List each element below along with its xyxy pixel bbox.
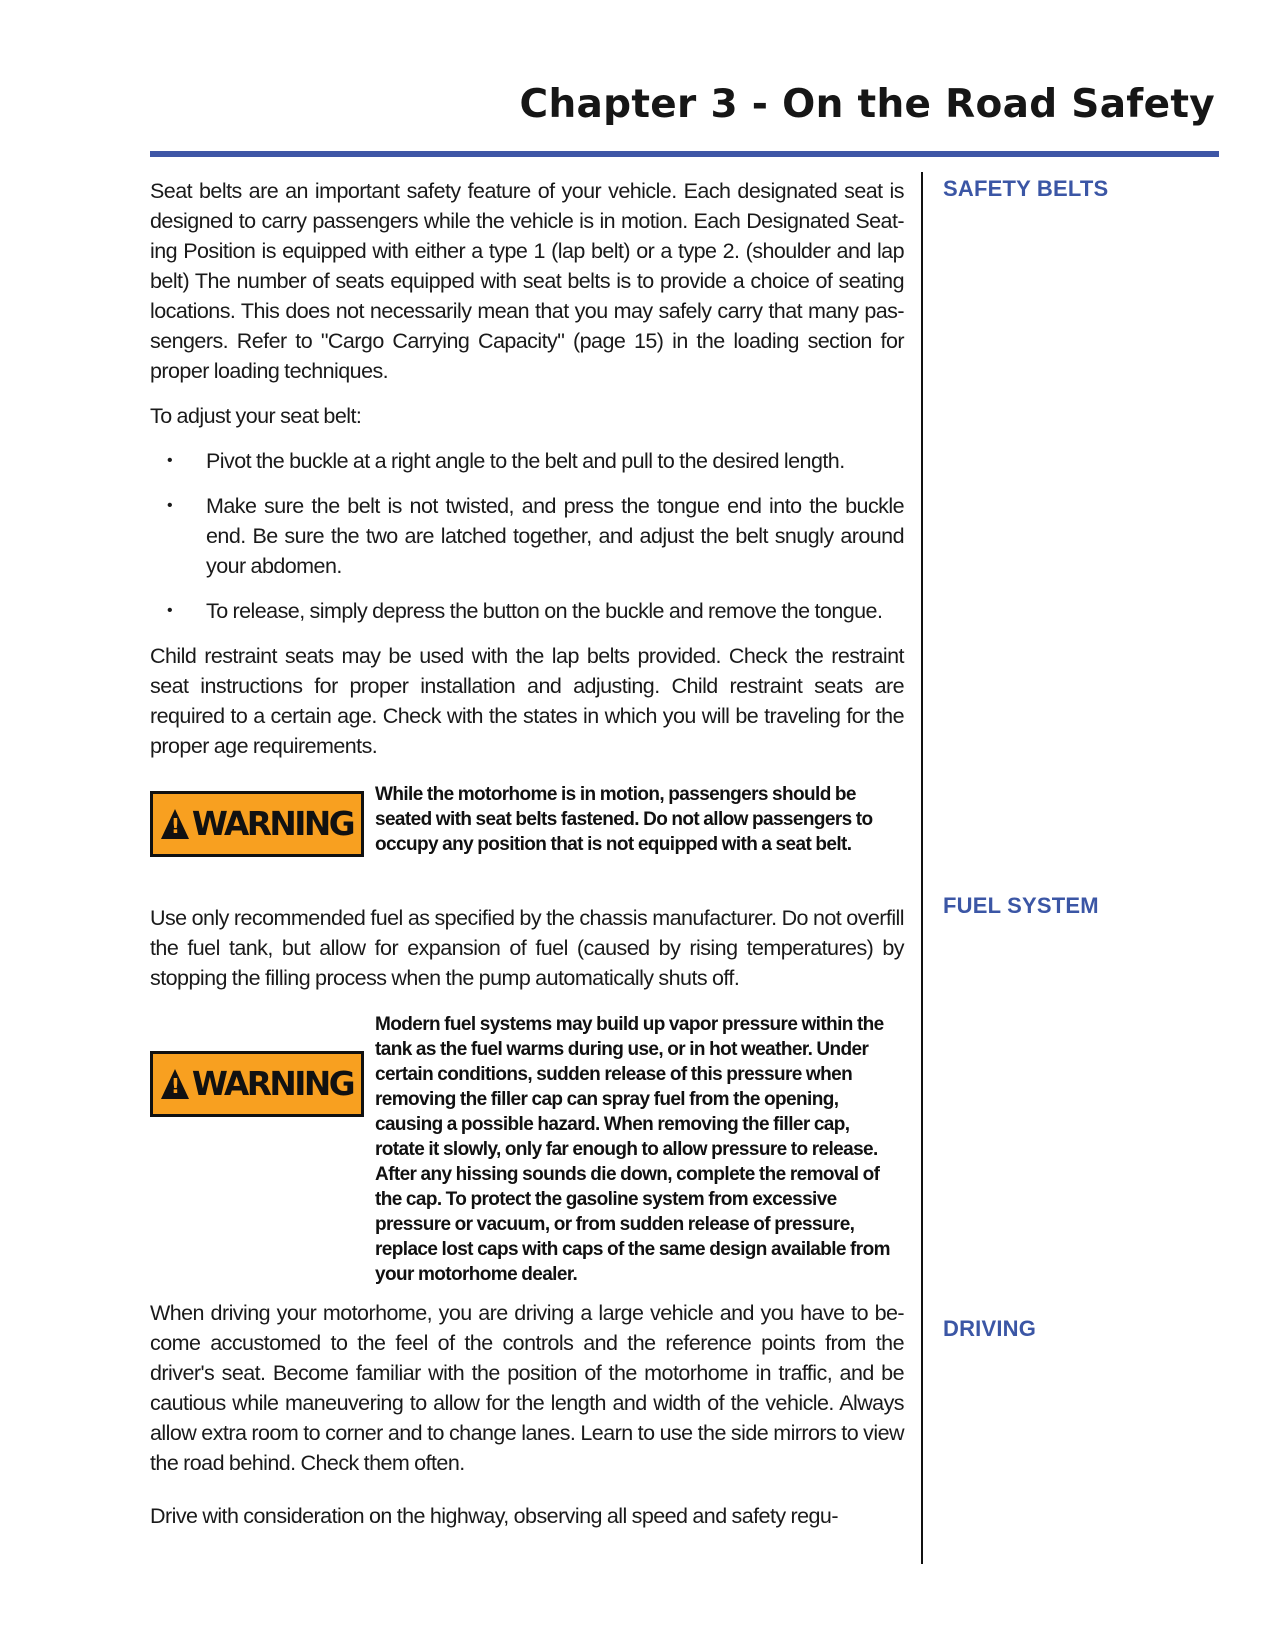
fuel-system-intro: Use only recommended fuel as specified by the chassis manufacturer. Do not overfill the fuel tank, but allow for expansion of fuel (caused by rising temperatures) by stopping the filling process when the pump automatically shuts off. <box>150 906 904 990</box>
driving-paragraph-1: When driving your motorhome, you are driving a large vehicle and you have to be-come accustomed to the feel of the controls and the reference points from the driver's seat. Become familiar with the position of the motorhome in traffic, and be cautious while maneuvering to allow for the length and width of the vehicle. Always allow extra room to corner and to change lanes. Learn to use the side mirrors to view the road behind. Check them often. <box>150 1301 904 1475</box>
list-item <box>150 446 904 476</box>
side-heading-safety-belts: SAFETY BELTS <box>943 176 1109 201</box>
side-heading-driving: DRIVING <box>943 1316 1037 1341</box>
side-heading-fuel-system: FUEL SYSTEM <box>943 893 1099 918</box>
step-text: To release, simply depress the button on the buckle and remove the tongue. <box>206 599 883 623</box>
title-rule <box>150 151 1219 157</box>
adjust-seat-belt-lead: To adjust your seat belt: <box>150 404 362 428</box>
warning-badge <box>150 791 364 857</box>
warning-badge-label: WARNING <box>191 805 354 843</box>
list-item <box>150 491 904 581</box>
seat-belt-warning-text: While the motorhome is in motion, passengers should be seated with seat belts fastened. Do not allow passengers to occupy any position that is not equipped with a seat belt. <box>375 784 873 855</box>
safety-belts-intro: Seat belts are an important safety feature of your vehicle. Each designated seat is designed to carry passengers while the vehicle is in motion. Each Designated Seat-ing Position is equipped with either a type 1 (lap belt) or a type 2. (shoulder and lap belt) The number of seats equipped with seat belts is to provide a choice of seating locations. This does not necessarily mean that you may safely carry that many pas-sengers. Refer to "Cargo Carrying Capacity" (page 15) in the loading section for proper loading techniques. <box>150 179 904 383</box>
page-title: Chapter 3 - On the Road Safety <box>519 82 1215 127</box>
warning-triangle-icon <box>161 809 189 839</box>
driving-paragraph-2: Drive with consideration on the highway, observing all speed and safety regu- <box>150 1504 838 1528</box>
step-text: Pivot the buckle at a right angle to the belt and pull to the desired length. <box>206 449 845 473</box>
warning-badge <box>150 1051 364 1117</box>
warning-triangle-icon <box>161 1069 189 1099</box>
warning-badge-label: WARNING <box>191 1065 354 1103</box>
child-restraint-paragraph: Child restraint seats may be used with the lap belts provided. Check the restraint seat instructions for proper installation and adjusting. Child restraint seats are required to a certain age. Check with the states in which you will be traveling for the proper age requirements. <box>150 644 904 758</box>
bullet-icon: • <box>167 497 173 514</box>
fuel-warning-text: Modern fuel systems may build up vapor pressure within the tank as the fuel warms during use, or in hot weather. Under certain conditions, sudden release of this pressure when removing the filler cap can spray fuel from the opening, causing a possible hazard. When removing the filler cap, rotate it slowly, only far enough to allow pressure to release. After any hissing sounds die down, complete the removal of the cap. To protect the gasoline system from excessive pressure or vacuum, or from sudden release of pressure, replace lost caps with caps of the same design available from your motorhome dealer. <box>375 1014 890 1285</box>
bullet-icon: • <box>167 602 173 619</box>
margin-divider <box>921 172 923 1564</box>
step-text: Make sure the belt is not twisted, and press the tongue end into the buckle end. Be sure the two are latched together, and adjust the belt snugly around your abdomen. <box>206 494 904 578</box>
seat-belt-steps <box>150 446 904 641</box>
bullet-icon: • <box>167 452 173 469</box>
list-item <box>150 596 904 626</box>
